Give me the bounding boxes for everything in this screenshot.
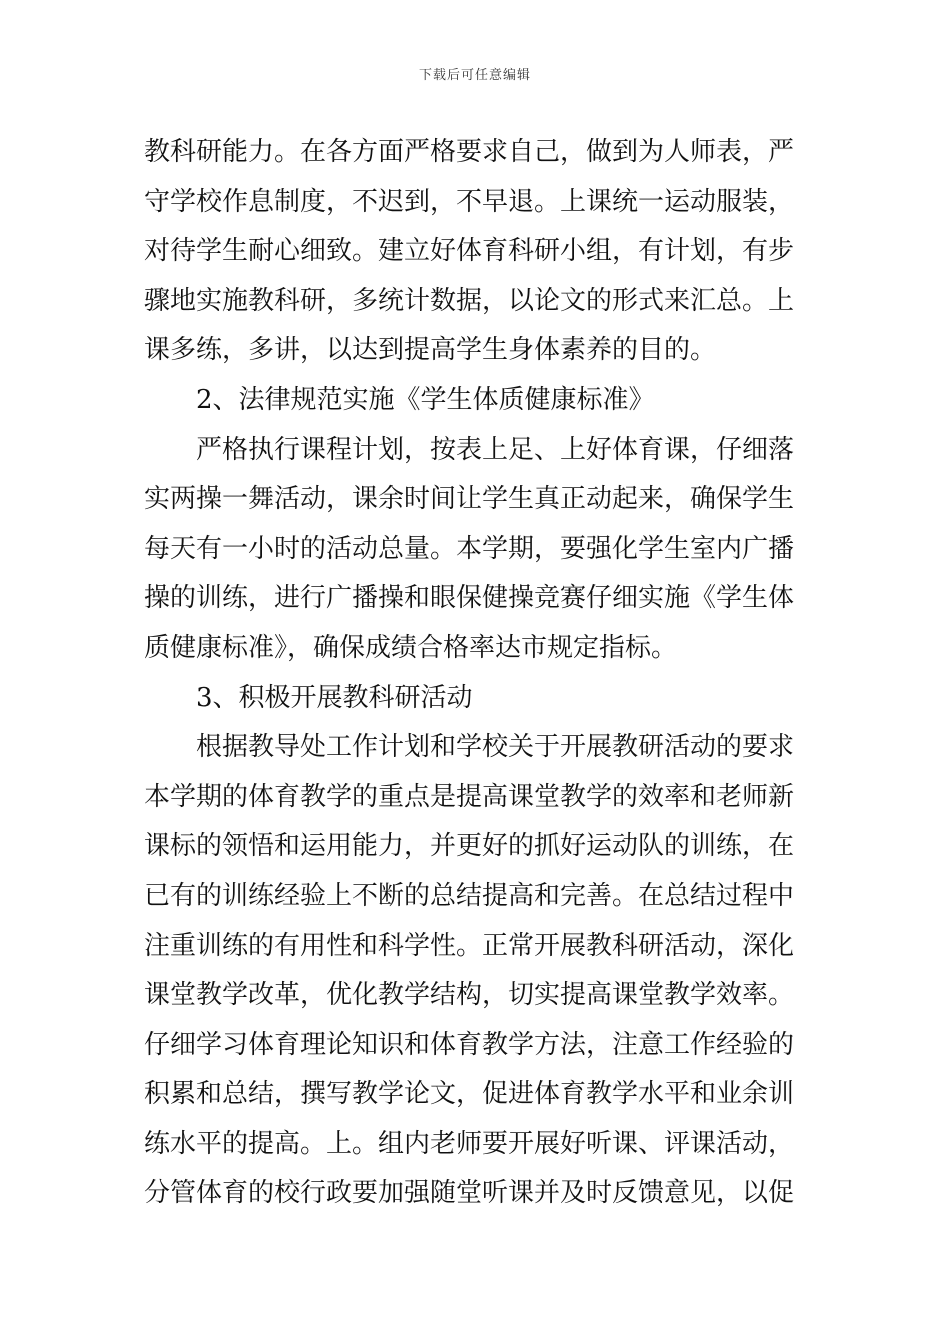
paragraph-line: 注重训练的有用性和科学性。正常开展教科研活动，深化 [144, 930, 795, 961]
paragraph-line: 每天有一小时的活动总量。本学期，要强化学生室内广播 [144, 533, 795, 564]
paragraph-line: 练水平的提高。上。组内老师要开展好听课、评课活动， [144, 1128, 795, 1159]
paragraph-line: 对待学生耐心细致。建立好体育科研小组，有计划，有步 [144, 236, 795, 267]
document-body [144, 128, 808, 1219]
paragraph-line: 实两操一舞活动，课余时间让学生真正动起来，确保学生 [144, 484, 795, 515]
paragraph-line: 质健康标准》，确保成绩合格率达市规定指标。 [144, 632, 678, 663]
section-heading: 3、积极开展教科研活动 [196, 682, 473, 713]
paragraph-line: 本学期的体育教学的重点是提高课堂教学的效率和老师新 [144, 781, 795, 812]
paragraph-line: 根据教导处工作计划和学校关于开展教研活动的要求 [196, 732, 795, 763]
paragraph-line: 积累和总结，撰写教学论文，促进体育教学水平和业余训 [144, 1079, 795, 1110]
paragraph-line: 课堂教学改革，优化教学结构，切实提高课堂教学效率。 [144, 980, 795, 1011]
paragraph-line: 严格执行课程计划，按表上足、上好体育课，仔细落 [196, 434, 795, 465]
paragraph-line: 课多练，多讲，以达到提高学生身体素养的目的。 [144, 335, 717, 366]
paragraph-line: 骤地实施教科研，多统计数据，以论文的形式来汇总。上 [144, 285, 795, 316]
section-heading: 2、法律规范实施《学生体质健康标准》 [196, 384, 655, 415]
paragraph-line: 操的训练，进行广播操和眼保健操竞赛仔细实施《学生体 [144, 583, 795, 614]
paragraph-line: 守学校作息制度，不迟到，不早退。上课统一运动服装， [144, 186, 795, 217]
paragraph-line: 课标的领悟和运用能力，并更好的抓好运动队的训练，在 [144, 831, 795, 862]
paragraph-line: 分管体育的校行政要加强随堂听课并及时反馈意见，以促 [144, 1178, 795, 1209]
paragraph-line: 教科研能力。在各方面严格要求自己，做到为人师表，严 [144, 137, 795, 167]
paragraph-line: 已有的训练经验上不断的总结提高和完善。在总结过程中 [144, 880, 795, 911]
paragraph-line: 仔细学习体育理论知识和体育教学方法，注意工作经验的 [144, 1029, 795, 1060]
page-header: 下载后可任意编辑 [418, 68, 531, 83]
